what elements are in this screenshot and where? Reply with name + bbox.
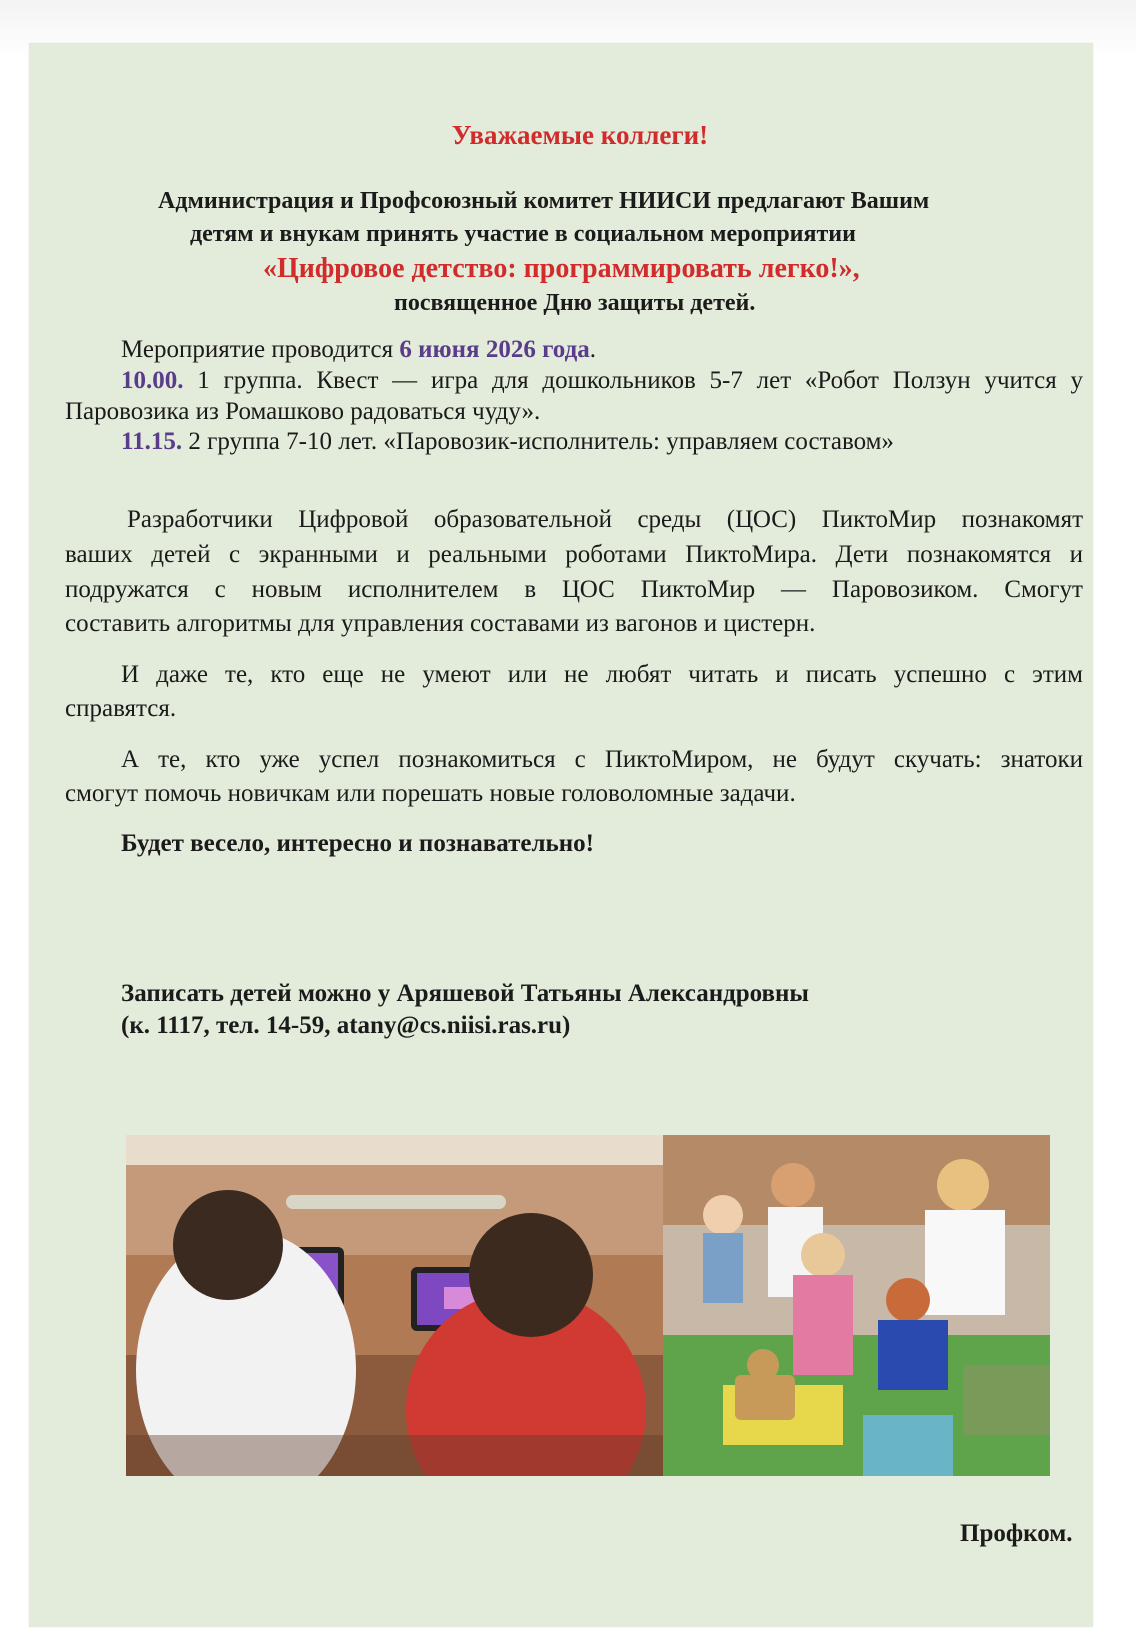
- paragraph-1-line-2: ваших детей с экранными и реальными роботами ПиктоМира. Дети познакомятся и: [65, 541, 1083, 568]
- paragraph-1-line-3: подружатся с новым исполнителем в ЦОС ПиктоМир — Паровозиком. Смогут: [65, 576, 1083, 603]
- intro-line-2: детям и внукам принять участие в социальном мероприятии: [190, 221, 856, 247]
- group1-line: [121, 367, 1083, 395]
- intro-line-3: посвященное Дню защиты детей.: [394, 290, 756, 316]
- date-prefix: Мероприятие проводится: [121, 336, 400, 363]
- group1-line-2: Паровозика из Ромашково радоваться чуду».: [65, 398, 541, 425]
- signup-line-1: Записать детей можно у Аряшевой Татьяны Александровны: [121, 980, 809, 1007]
- tablets-photo-illustration: [126, 1135, 663, 1476]
- paragraph-1-line-4: составить алгоритмы для управления составами из вагонов и цистерн.: [65, 610, 816, 637]
- paragraph-1-line-1: Разработчики Цифровой образовательной среды (ЦОС) ПиктоМир познакомят: [127, 506, 1083, 533]
- event-name: «Цифровое детство: программировать легко!»,: [263, 253, 860, 284]
- date-suffix: .: [589, 336, 596, 363]
- children-with-robots-photo: [663, 1135, 1050, 1476]
- intro-line-1: Администрация и Профсоюзный комитет НИИСИ предлагают Вашим: [158, 188, 930, 214]
- event-date-line: [121, 336, 596, 364]
- group2-text: 2 группа 7-10 лет. «Паровозик-исполнитель: управляем составом»: [182, 428, 894, 455]
- event-date: 6 июня 2026 года: [399, 336, 590, 363]
- group1-text: 1 группа. Квест — игра для дошкольников 5-7 лет «Робот Ползун учится у: [183, 367, 1083, 394]
- paragraph-2-line-1: И даже те, кто еще не умеют или не любят читать и писать успешно с этим: [121, 661, 1083, 688]
- group2-line: [121, 428, 894, 456]
- paragraph-2-line-2: справятся.: [65, 695, 177, 722]
- photo-strip: [126, 1135, 1050, 1476]
- signup-line-2: (к. 1117, тел. 14-59, atany@cs.niisi.ras.ru): [121, 1012, 571, 1039]
- robots-photo-illustration: [663, 1135, 1050, 1476]
- paragraph-3-line-2: смогут помочь новичкам или порешать новые головоломные задачи.: [65, 780, 796, 807]
- group2-time: 11.15.: [121, 428, 183, 455]
- closing-line: Будет весело, интересно и познавательно!: [121, 830, 594, 857]
- paragraph-3-line-1: А те, кто уже успел познакомиться с ПиктоМиром, не будут скучать: знатоки: [121, 746, 1083, 773]
- group1-time: 10.00.: [121, 367, 184, 394]
- children-with-tablets-photo: [126, 1135, 663, 1476]
- greeting-heading: Уважаемые коллеги!: [451, 120, 709, 150]
- signature: Профком.: [960, 1520, 1073, 1547]
